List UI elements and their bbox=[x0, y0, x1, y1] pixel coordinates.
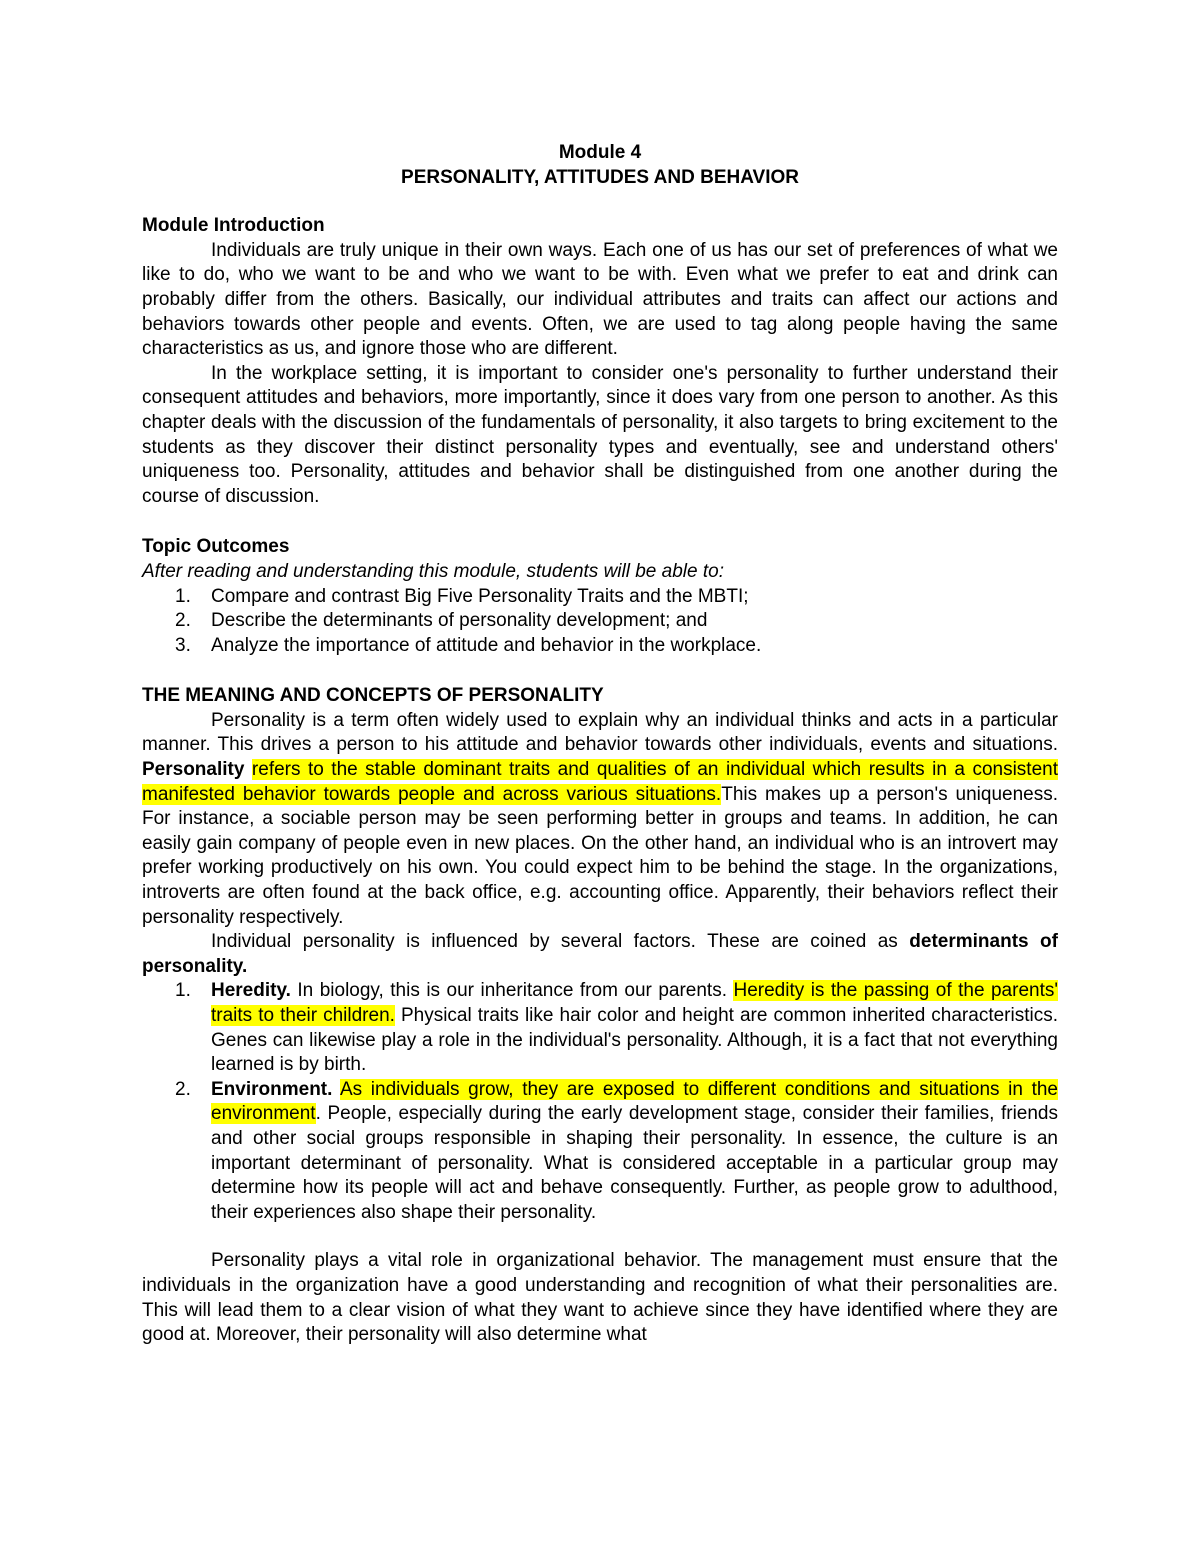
outcomes-list bbox=[142, 585, 1058, 659]
personality-term: Personality bbox=[142, 759, 245, 781]
determinant-term: Environment. bbox=[211, 1078, 333, 1100]
determinants-list bbox=[142, 979, 1058, 1225]
outcomes-lead: After reading and understanding this module, students will be able to: bbox=[142, 560, 724, 582]
meaning-paragraph-3: Personality plays a vital role in organizational behavior. The management must ensure that the individuals in the organization have a good understanding and recognition of what their personalities are. This will lead them to a clear vision of what they want to achieve since they have identified where they are good at. Moreover, their personality will also determine what bbox=[142, 1250, 1058, 1346]
determinants-term: determinants of personality. bbox=[142, 931, 1058, 977]
intro-paragraph-2: In the workplace setting, it is important to consider one's personality to further understand their consequent attitudes and behaviors, more importantly, since it does vary from one person to another. As this chapter deals with the discussion of the fundamentals of personality, it also targets to bring excitement to the students as they discover their distinct personality types and eventually, see and understand others' uniqueness too. Personality, attitudes and behavior shall be distinguished from one another during the course of discussion. bbox=[142, 362, 1058, 507]
intro-paragraph-1: Individuals are truly unique in their own ways. Each one of us has our set of preferences of what we like to do, who we want to be and who we want to be with. Even what we prefer to eat and drink can probably differ from the others. Basically, our individual attributes and traits can affect our actions and behaviors towards other people and events. Often, we are used to tag along people having the same characteristics as us, and ignore those who are different. bbox=[142, 239, 1058, 360]
section-heading: THE MEANING AND CONCEPTS OF PERSONALITY bbox=[142, 685, 604, 707]
list-number: 2. bbox=[175, 610, 191, 632]
list-number: 1. bbox=[175, 980, 191, 1002]
module-title: PERSONALITY, ATTITUDES AND BEHAVIOR bbox=[401, 166, 799, 188]
outcome-text: Describe the determinants of personality development; and bbox=[211, 610, 708, 632]
outcome-text: Analyze the importance of attitude and behavior in the workplace. bbox=[211, 634, 762, 656]
list-item bbox=[142, 634, 1058, 659]
definition-highlight: refers to the stable dominant traits and qualities of an individual which results in a consistent manifested behavior towards people and across various situations. bbox=[142, 759, 1059, 805]
intro-heading: Module Introduction bbox=[142, 215, 325, 237]
determinant-term: Heredity. bbox=[211, 980, 291, 1002]
outcome-text: Compare and contrast Big Five Personality Traits and the MBTI; bbox=[211, 585, 749, 607]
list-number: 1. bbox=[175, 585, 191, 607]
list-item: 1. Heredity. In biology, this is our inheritance from our parents. Heredity is the passing of the parents' traits to their children. Physical traits like hair color and height are common inherited characteristics. Genes can likewise play a role in the individual's personality. Although, it is a fact that not everything learned is by birth. bbox=[175, 980, 1059, 1076]
determinant-highlight: Heredity is the passing of the parents' traits to their children. bbox=[211, 980, 1058, 1026]
list-item bbox=[142, 609, 1058, 634]
document-page bbox=[142, 141, 1058, 1348]
outcomes-heading: Topic Outcomes bbox=[142, 536, 290, 558]
meaning-paragraph-1: Personality is a term often widely used to explain why an individual thinks and acts in a particular manner. This drives a person to his attitude and behavior towards other individuals, events and situations. Personality refers to the stable dominant traits and qualities of an individual which results in a consistent manifested behavior towards people and across various situations.This makes up a person's uniqueness. For instance, a sociable person may be seen performing better in groups and teams. In addition, he can easily gain company of people even in new places. On the other hand, an individual who is an introvert may prefer working productively on his own. You could expect him to be behind the stage. In the organizations, introverts are often found at the back office, e.g. accounting office. Apparently, their behaviors reflect their personality respectively. bbox=[142, 709, 1059, 928]
module-number: Module 4 bbox=[558, 142, 642, 163]
list-item: 2. Environment. As individuals grow, they are exposed to different conditions and situations in the environment. People, especially during the early development stage, consider their families, friends and other social groups responsible in shaping their personality. In essence, the culture is an important determinant of personality. What is considered acceptable in a particular group may determine how its people will act and behave consequently. Further, as people grow to adulthood, their experiences also shape their personality. bbox=[175, 1078, 1058, 1223]
meaning-paragraph-2: Individual personality is influenced by several factors. These are coined as determinants of personality. bbox=[142, 931, 1058, 977]
determinant-highlight: As individuals grow, they are exposed to different conditions and situations in the environment bbox=[211, 1078, 1058, 1125]
list-item bbox=[142, 585, 1058, 610]
list-number: 3. bbox=[175, 634, 191, 656]
list-number: 2. bbox=[175, 1078, 191, 1100]
